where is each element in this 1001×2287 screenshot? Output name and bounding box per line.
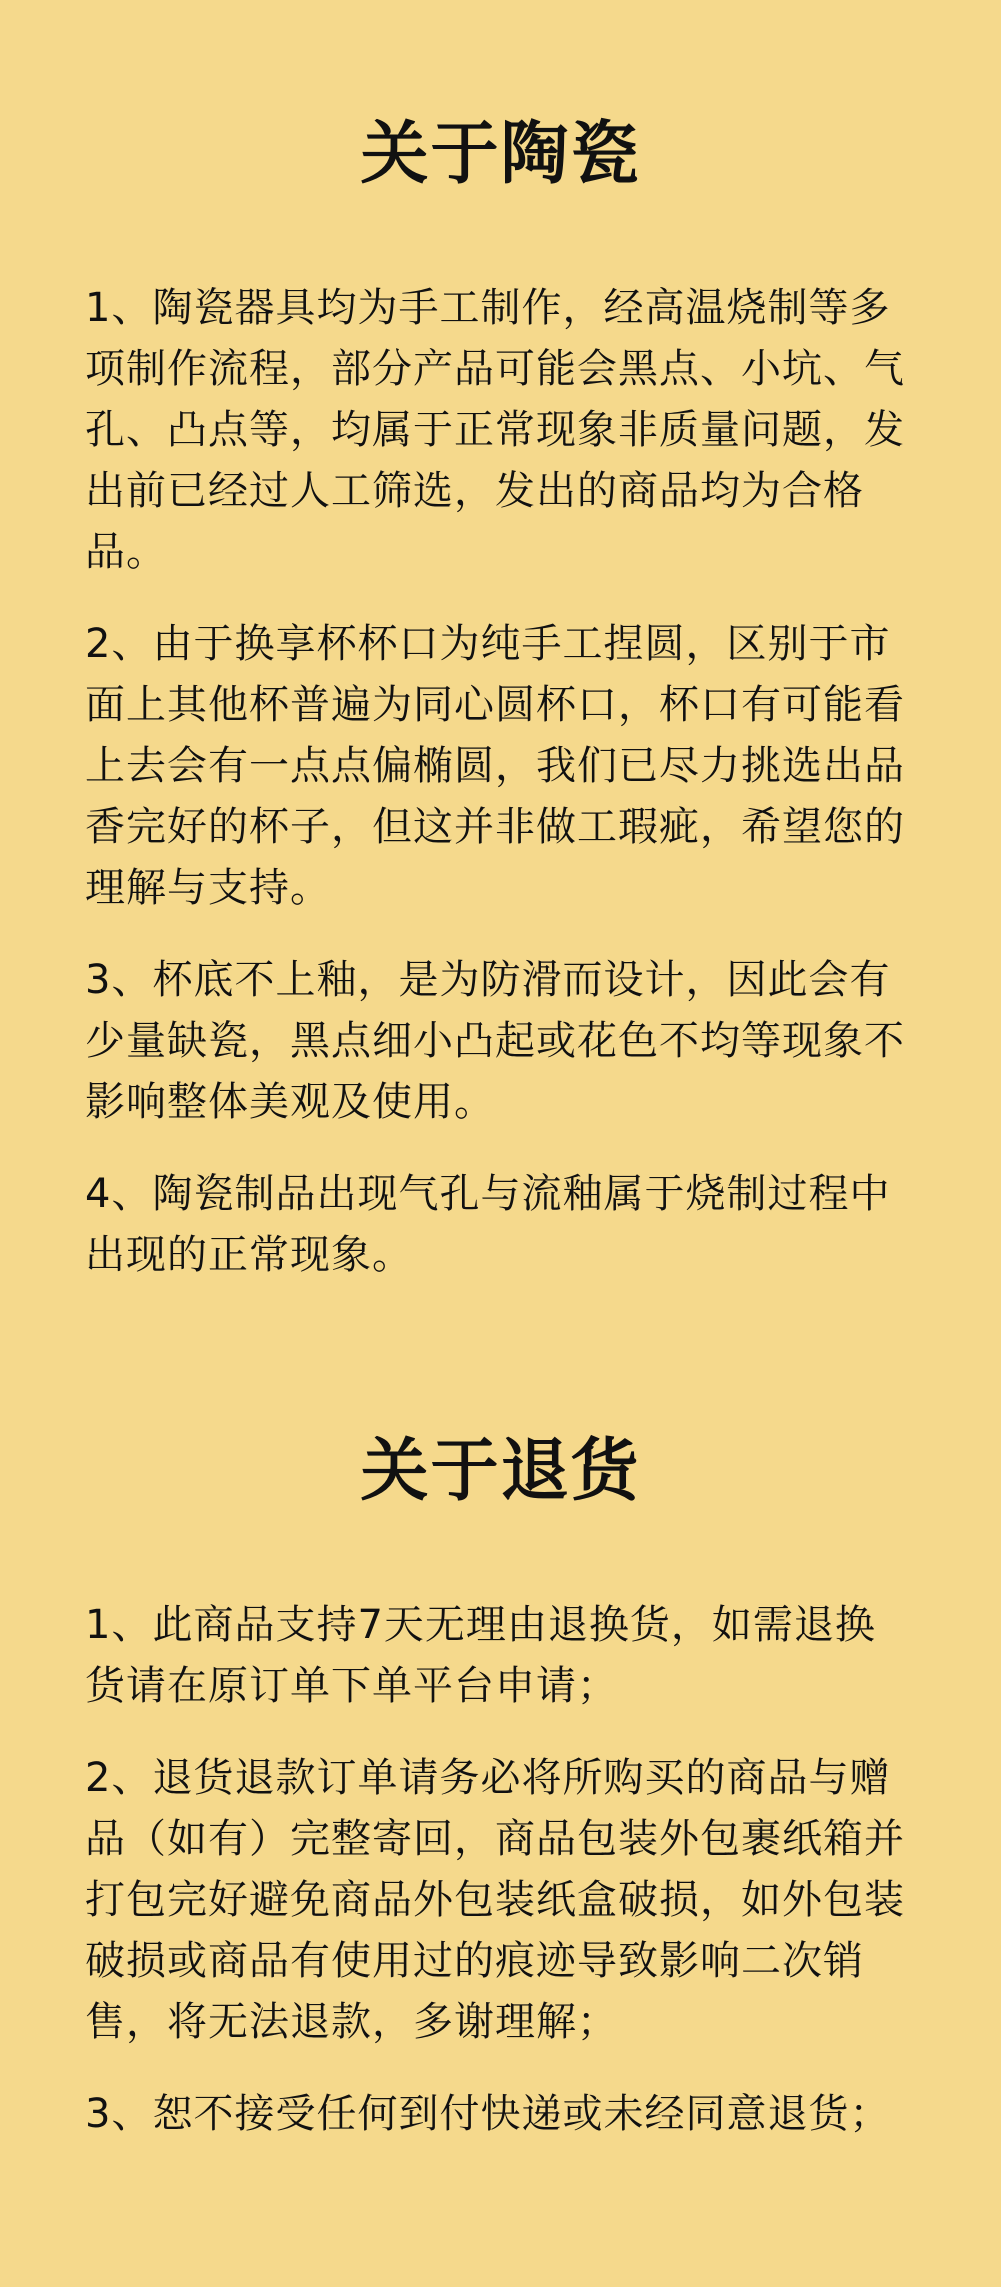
ceramic-note-1: 1、陶瓷器具均为手工制作，经高温烧制等多项制作流程，部分产品可能会黑点、小坑、气孔、凸点等，均属于正常现象非质量问题，发出前已经过人工筛选，发出的商品均为合格品。 (85, 284, 905, 575)
ceramic-section-title: 关于陶瓷 (360, 115, 641, 194)
ceramic-section (0, 115, 1001, 1286)
ceramic-notes-list (0, 278, 1001, 1286)
returns-note-1: 1、此商品支持7天无理由退换货，如需退换货请在原订单下单平台申请； (85, 1601, 876, 1709)
ceramic-note-4: 4、陶瓷制品出现气孔与流釉属于烧制过程中出现的正常现象。 (85, 1170, 891, 1278)
returns-section (0, 1432, 1001, 2145)
returns-notes-list (0, 1595, 1001, 2145)
ceramic-note-3: 3、杯底不上釉，是为防滑而设计，因此会有少量缺瓷，黑点细小凸起或花色不均等现象不影响整体美观及使用。 (85, 956, 905, 1125)
ceramic-note-2: 2、由于换享杯杯口为纯手工捏圆，区别于市面上其他杯普遍为同心圆杯口，杯口有可能看上去会有一点点偏椭圆，我们已尽力挑选出品香完好的杯子，但这并非做工瑕疵，希望您的理解与支持。 (85, 620, 905, 911)
returns-note-2: 2、退货退款订单请务必将所购买的商品与赠品（如有）完整寄回，商品包装外包裹纸箱并打包完好避免商品外包装纸盒破损，如外包装破损或商品有使用过的痕迹导致影响二次销售，将无法退款，多谢理解； (85, 1754, 905, 2045)
returns-note-3: 3、恕不接受任何到付快递或未经同意退货； (85, 2090, 891, 2137)
returns-section-title: 关于退货 (360, 1432, 641, 1511)
